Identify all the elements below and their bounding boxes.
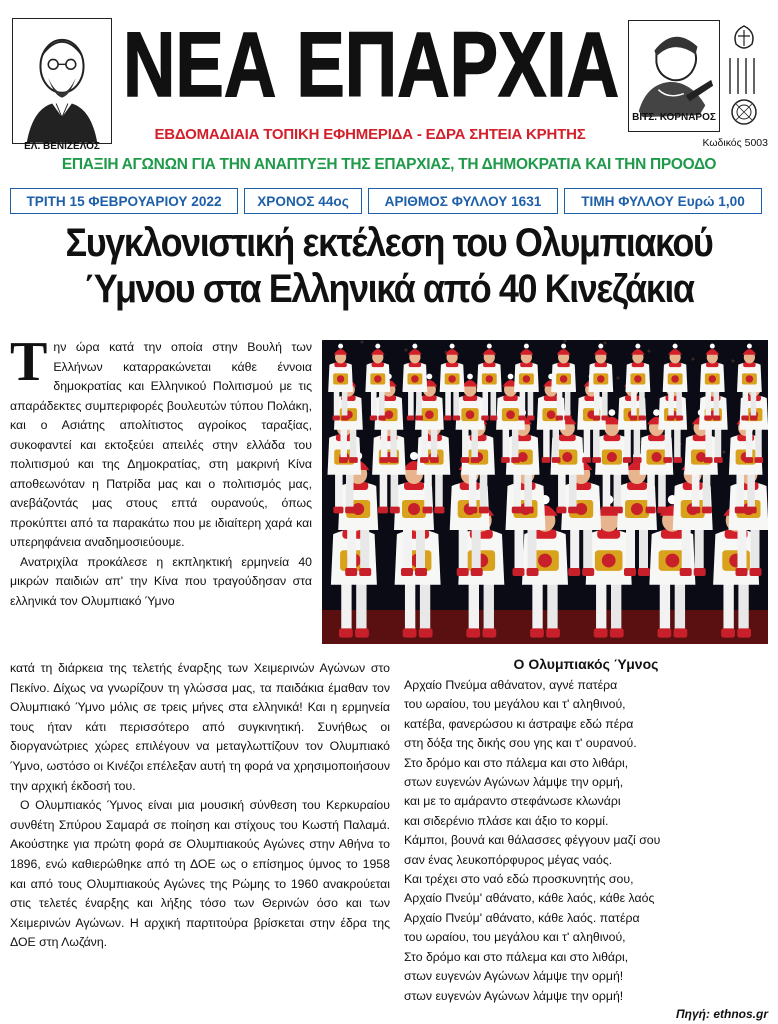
newspaper-subtitle: ΕΒΔΟΜΑΔΙΑΙΑ ΤΟΠΙΚΗ ΕΦΗΜΕΡΙΔΑ - ΕΔΡΑ ΣΗΤΕΙΑ ΚΡΗΤΗΣ (154, 126, 586, 143)
headline-line-2: Ύμνου στα Ελληνικά από 40 Κινεζάκια (84, 267, 694, 311)
article-source: Πηγή: ethnos.gr (676, 1007, 768, 1021)
hymn-line: του ωραίου, του μεγάλου και τ' αληθινού, (404, 697, 626, 712)
issue-date: ΤΡΙΤΗ 15 ΦΕΒΡΟΥΑΡΙΟΥ 2022 (10, 188, 238, 214)
issue-number: ΑΡΙΘΜΟΣ ΦΥΛΛΟΥ 1631 (368, 188, 558, 214)
article-paragraph-1 (10, 331, 312, 553)
hymn-line: και σιδερένιο πλάσε και άξιο το κορμί. (404, 813, 609, 828)
article-paragraph-1-text: ην ώρα κατά την οποία στην Βουλή των Ελλήνων καταρρακώνεται κάθε έννοια δημοκρατίας και Ελληνικού Πολιτισμού με τις απαράδεκτες συμπεριφορές βουλευτών τύπου Πολάκη, και ο Ασιάτης απολίτιστος αγροίκος ταραξίας, συκοφαντεί και εκτοξεύει απειλές στην ελλάδα του πολιτισμού και της Δημοκρατίας, στη μακρινή Κίνα αποθεωνόταν η Πατρίδα μας και ο πολιτισμός μας, ανεβάζοντάς μας στους επτά ουρανούς, όπως προκύπτει από τα παρακάτω που με ιδιαίτερη χαρά και υπερηφάνεια αναδημοσιεύουμε. (10, 340, 312, 549)
children-choir-drawing (322, 340, 768, 644)
children-choir-photo (322, 340, 768, 644)
issue-info-bar (10, 188, 768, 214)
venizelos-caption: ΕΛ. ΒΕΝΙΖΕΛΟΣ (24, 141, 100, 152)
hymn-line: Αρχαίο Πνεύμ' αθάνατο, κάθε λαός. πατέρα (404, 910, 640, 925)
hymn-line: του ωραίου, του μεγάλου και τ' αληθινού, (404, 930, 626, 945)
article-paragraph-2a: Ανατριχίλα προκάλεσε η εκπληκτική ερμηνεία 40 μικρών παιδιών απ' την Κίνα που τραγούδησαν στα ελληνικά τον Ολυμπιακό Ύμνο (10, 554, 312, 608)
hymn-line: στη δόξα της δικής σου γης και τ' ουρανού. (404, 736, 637, 751)
publication-code: Κωδικός 5003 (702, 137, 768, 149)
hymn-line: στων ευγενών Αγώνων λάμψε την ορμή! (404, 988, 624, 1003)
venizelos-portrait-drawing (13, 19, 111, 143)
venizelos-portrait (12, 18, 112, 144)
hymn-title: Ο Ολυμπιακός Ύμνος (513, 656, 659, 672)
kornaros-caption: ΒΙΤΣ. ΚΟΡΝΑΡΟΣ (632, 112, 716, 123)
hymn-line: Στο δρόμο και στο πάλεμα και στο λιθάρι, (404, 755, 629, 770)
article-column-left (10, 331, 312, 611)
article-paragraph-2b: κατά τη διάρκεια της τελετής έναρξης των Χειμερινών Αγώνων στο Πεκίνο. Δίχως να γνωρίζουν τη γλώσσα μας, τα παιδάκια έμαθαν τον Ολυμπιακό Ύμνο μόλις σε τρεις μήνες στα ελληνικά! Και η ερμηνεία τους ήταν κάτι περισσότερο από συγκινητική. Συνήθως οι διοργανώτριες χώρες επιλέγουν να μεταγλωττίζουν τον Ολυμπιακό Ύμνο, ωστόσο οι Κινέζοι επέλεξαν αυτή τη φορά να χρησιμοποιήσουν την αρχική έκδοσή του. (10, 661, 390, 793)
hymn-line: Και τρέχει στο ναό εδώ προσκυνητής σου, (404, 872, 634, 887)
issue-year: ΧΡΟΝΟΣ 44ος (244, 188, 362, 214)
issue-price: ΤΙΜΗ ΦΥΛΛΟΥ Ευρώ 1,00 (564, 188, 762, 214)
newspaper-title-text: ΝΕΑ ΕΠΑΡΧΙΑ (123, 14, 619, 112)
newspaper-title (118, 6, 624, 112)
newspaper-motto: ΕΠΑΞΙΗ ΑΓΩΝΩΝ ΓΙΑ ΤΗΝ ΑΝΑΠΤΥΞΗ ΤΗΣ ΕΠΑΡΧΙΑΣ, ΤΗ ΔΗΜΟΚΡΑΤΙΑ ΚΑΙ ΤΗΝ ΠΡΟΟΔΟ (61, 156, 717, 173)
hymn-line: κατέβα, φανερώσου κι άστραψε εδώ πέρα (404, 716, 634, 731)
hymn-line: Αρχαίο Πνεύμα αθάνατον, αγνέ πατέρα (404, 678, 618, 692)
hymn-line: στων ευγενών Αγώνων λάμψε την ορμή! (404, 969, 624, 984)
hymn-line: στων ευγενών Αγώνων λάμψε την ορμή, (404, 775, 624, 790)
hymn-lyrics (404, 676, 768, 1006)
dropcap-letter: Τ (10, 331, 48, 393)
hymn-line: Αρχαίο Πνεύμ' αθάνατο, κάθε λαός, κάθε λαός (404, 891, 655, 906)
hymn-line: Κάμποι, βουνά και θάλασσες φέγγουν μαζί σου (404, 833, 661, 848)
seal-icon (722, 22, 766, 134)
article-paragraph-3: Ο Ολυμπιακός Ύμνος είναι μια μουσική σύνθεση του Κερκυραίου συνθέτη Σπύρου Σαμαρά σε ποίηση και στίχους του Κωστή Παλαμά. Ακούστηκε για πρώτη φορά σε Ολυμπιακούς Αγώνες στην Αθήνα το 1896, ενώ καθιερώθηκε από τη ΔΟΕ ως ο επίσημος ύμνος το 1958 και από τους Ολυμπιακούς Αγώνες της Ρώμης το 1960 ανακρούεται στις τελετές έναρξης και λήξης τόσο των Θερινών όσο και των Χειμερινών Αγώνων. Η αρχική παρτιτούρα βρίσκεται στην έδρα της ΔΟΕ στη Λωζάνη. (10, 798, 390, 950)
article-column-lower (10, 659, 390, 953)
article-headline (48, 220, 730, 312)
hymn-line: και με το αμάραντο στεφάνωσε κλωνάρι (404, 794, 621, 809)
hymn-line: σαν ένας λευκοπόρφυρος μέγας ναός. (404, 852, 613, 867)
hymn-line: Στο δρόμο και στο πάλεμα και στο λιθάρι, (404, 949, 629, 964)
headline-line-1: Συγκλονιστική εκτέλεση του Ολυμπιακού (65, 221, 713, 265)
